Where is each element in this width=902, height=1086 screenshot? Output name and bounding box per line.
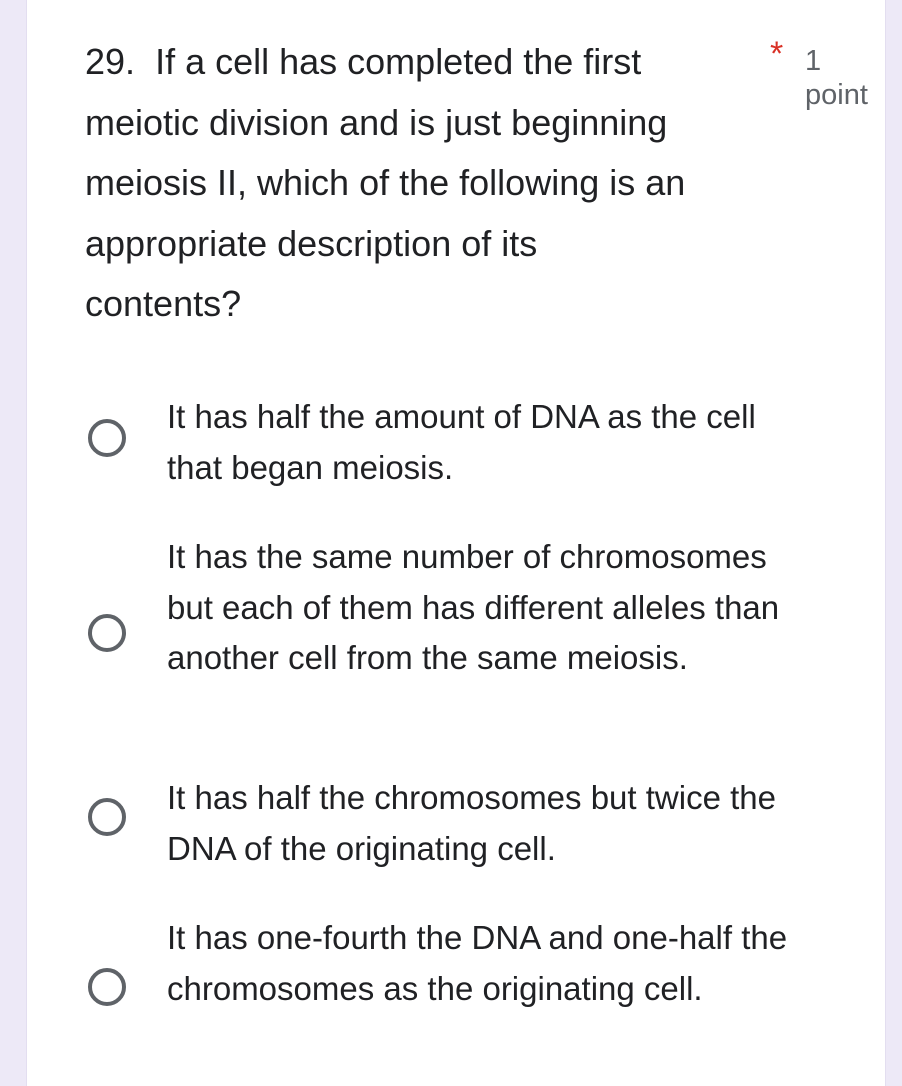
- option-label: It has one-fourth the DNA and one-half the chromosomes as the originating cell.: [167, 919, 788, 1007]
- radio-button-icon[interactable]: [88, 968, 126, 1006]
- question-header: [85, 32, 875, 335]
- question-card: [26, 0, 886, 1086]
- option-1[interactable]: [85, 392, 845, 497]
- radio-button-icon[interactable]: [88, 419, 126, 457]
- question-text: If a cell has completed the first meiotic division and is just beginning meiosis II, which of the following is an appropriate description of its contents?: [85, 41, 686, 324]
- option-label: It has half the amount of DNA as the cell that began meiosis.: [167, 398, 756, 486]
- option-2[interactable]: [85, 532, 845, 737]
- points-label: 1 point: [805, 45, 868, 111]
- option-3[interactable]: [85, 773, 845, 878]
- radio-button-icon[interactable]: [88, 614, 126, 652]
- option-label: It has half the chromosomes but twice the DNA of the originating cell.: [167, 779, 776, 867]
- question-number: 29.: [85, 41, 136, 82]
- question-title: [85, 32, 695, 335]
- option-label: It has the same number of chromosomes but each of them has different alleles than another cell from the same meiosis.: [167, 538, 780, 676]
- radio-button-icon[interactable]: [88, 798, 126, 836]
- required-asterisk: *: [770, 35, 784, 73]
- option-4[interactable]: [85, 913, 845, 1068]
